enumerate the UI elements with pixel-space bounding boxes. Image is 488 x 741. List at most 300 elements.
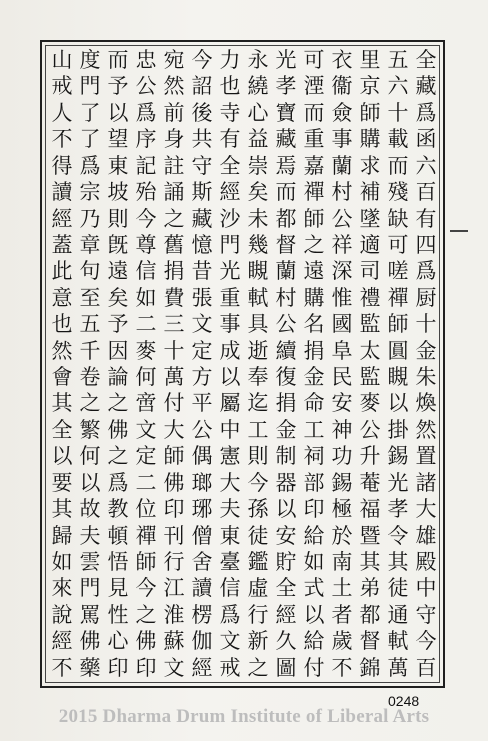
text-char: 京	[359, 74, 381, 99]
text-char: 都	[359, 602, 381, 627]
text-char: 繞	[247, 74, 269, 99]
text-char: 尊	[135, 232, 157, 257]
text-char: 衞	[331, 74, 353, 99]
text-char: 身	[163, 127, 185, 152]
text-char: 今	[135, 576, 157, 601]
text-char: 國	[331, 312, 353, 337]
text-char: 之	[107, 444, 129, 469]
text-char: 其	[51, 391, 73, 416]
text-char: 徒	[247, 523, 269, 548]
text-char: 僉	[331, 100, 353, 125]
text-char: 寶	[275, 100, 297, 125]
text-char: 重	[219, 285, 241, 310]
text-char: 中	[415, 576, 437, 601]
text-char: 淮	[163, 602, 185, 627]
text-char: 嘉	[303, 153, 325, 178]
text-char: 函	[415, 127, 437, 152]
text-char: 萬	[387, 655, 409, 680]
text-char: 阜	[331, 338, 353, 363]
text-char: 惟	[331, 285, 353, 310]
text-char: 夫	[79, 523, 101, 548]
text-char: 墜	[359, 206, 381, 231]
text-char: 都	[275, 206, 297, 231]
text-char: 大	[163, 417, 185, 442]
text-char: 沙	[219, 206, 241, 231]
text-char: 今	[135, 206, 157, 231]
text-char: 二	[135, 312, 157, 337]
text-char: 經	[219, 180, 241, 205]
text-char: 文	[135, 417, 157, 442]
text-char: 之	[107, 391, 129, 416]
text-char: 事	[331, 127, 353, 152]
text-column	[384, 50, 412, 680]
text-char: 也	[219, 74, 241, 99]
text-char: 佛	[107, 417, 129, 442]
text-char: 可	[387, 232, 409, 257]
text-char: 之	[135, 602, 157, 627]
text-char: 不	[51, 127, 73, 152]
text-char: 此	[51, 259, 73, 284]
text-char: 註	[163, 153, 185, 178]
text-char: 湮	[303, 74, 325, 99]
text-char: 偶	[191, 444, 213, 469]
text-char: 圖	[275, 655, 297, 680]
text-char: 如	[135, 285, 157, 310]
text-char: 蓋	[51, 232, 73, 257]
text-char: 心	[247, 100, 269, 125]
text-char: 忠	[135, 48, 157, 72]
text-char: 民	[331, 365, 353, 390]
text-char: 十	[163, 338, 185, 363]
text-char: 名	[303, 312, 325, 337]
text-char: 厨	[415, 285, 437, 310]
text-char: 光	[275, 48, 297, 72]
text-char: 旣	[107, 232, 129, 257]
text-char: 寺	[219, 100, 241, 125]
text-char: 而	[387, 153, 409, 178]
text-char: 付	[303, 655, 325, 680]
text-char: 光	[219, 259, 241, 284]
text-char: 掛	[387, 417, 409, 442]
text-char: 坡	[107, 180, 129, 205]
text-char: 師	[359, 100, 381, 125]
text-char: 器	[275, 470, 297, 495]
text-char: 村	[275, 285, 297, 310]
text-char: 祥	[331, 232, 353, 257]
text-char: 續	[275, 338, 297, 363]
text-char: 太	[359, 338, 381, 363]
text-char: 平	[191, 391, 213, 416]
text-char: 殿	[415, 550, 437, 575]
text-char: 之	[79, 391, 101, 416]
text-char: 成	[219, 338, 241, 363]
text-char: 蘇	[163, 629, 185, 654]
text-char: 弟	[359, 576, 381, 601]
text-char: 祠	[303, 444, 325, 469]
text-char: 安	[275, 523, 297, 548]
text-char: 爲	[415, 100, 437, 125]
text-char: 不	[331, 655, 353, 680]
text-char: 嗟	[387, 259, 409, 284]
text-char: 公	[191, 417, 213, 442]
text-char: 佛	[79, 629, 101, 654]
text-char: 以	[79, 470, 101, 495]
text-char: 得	[51, 153, 73, 178]
text-char: 東	[107, 153, 129, 178]
text-char: 費	[163, 285, 185, 310]
text-char: 捐	[275, 391, 297, 416]
text-char: 雲	[79, 550, 101, 575]
text-char: 督	[275, 232, 297, 257]
text-char: 十	[415, 312, 437, 337]
text-char: 光	[387, 470, 409, 495]
text-char: 奉	[247, 365, 269, 390]
text-char: 雄	[415, 523, 437, 548]
text-char: 信	[219, 576, 241, 601]
text-char: 守	[191, 153, 213, 178]
text-char: 行	[247, 602, 269, 627]
text-char: 門	[79, 576, 101, 601]
text-char: 錫	[387, 444, 409, 469]
text-char: 其	[387, 550, 409, 575]
text-char: 其	[359, 550, 381, 575]
text-char: 事	[219, 312, 241, 337]
text-char: 今	[191, 48, 213, 72]
text-char: 全	[51, 417, 73, 442]
text-char: 刊	[163, 523, 185, 548]
text-char: 五	[79, 312, 101, 337]
text-char: 了	[79, 127, 101, 152]
text-column	[188, 50, 216, 680]
text-char: 全	[415, 48, 437, 72]
text-char: 印	[303, 497, 325, 522]
text-char: 軾	[387, 629, 409, 654]
text-char: 司	[359, 259, 381, 284]
text-char: 煥	[415, 391, 437, 416]
text-char: 予	[107, 312, 129, 337]
text-char: 矣	[107, 285, 129, 310]
text-char: 舍	[191, 550, 213, 575]
text-char: 則	[247, 444, 269, 469]
text-char: 崇	[247, 153, 269, 178]
text-char: 也	[51, 312, 73, 337]
text-char: 千	[79, 338, 101, 363]
text-column	[216, 50, 244, 680]
text-char: 十	[387, 100, 409, 125]
text-char: 安	[331, 391, 353, 416]
text-char: 爲	[219, 602, 241, 627]
footer-watermark: 2015 Dharma Drum Institute of Liberal Arts	[58, 706, 430, 727]
text-char: 付	[163, 391, 185, 416]
text-char: 復	[275, 365, 297, 390]
text-char: 金	[275, 417, 297, 442]
text-char: 夫	[219, 497, 241, 522]
text-char: 以	[219, 365, 241, 390]
text-char: 瞡	[247, 259, 269, 284]
vertical-text-columns	[48, 50, 440, 680]
text-char: 深	[331, 259, 353, 284]
text-char: 如	[51, 550, 73, 575]
text-char: 意	[51, 285, 73, 310]
text-char: 缺	[387, 206, 409, 231]
text-char: 藏	[191, 206, 213, 231]
text-char: 福	[359, 497, 381, 522]
text-char: 誦	[163, 180, 185, 205]
text-char: 因	[107, 338, 129, 363]
text-char: 望	[107, 127, 129, 152]
text-column	[104, 50, 132, 680]
text-char: 中	[219, 417, 241, 442]
text-char: 久	[275, 629, 297, 654]
text-char: 憶	[191, 232, 213, 257]
text-char: 具	[247, 312, 269, 337]
text-char: 經	[275, 602, 297, 627]
text-char: 詔	[191, 74, 213, 99]
text-char: 乃	[79, 206, 101, 231]
text-char: 禪	[303, 180, 325, 205]
text-char: 矣	[247, 180, 269, 205]
text-char: 督	[359, 629, 381, 654]
text-char: 殘	[387, 180, 409, 205]
text-char: 印	[163, 497, 185, 522]
text-char: 說	[51, 602, 73, 627]
text-char: 至	[79, 285, 101, 310]
text-char: 不	[51, 655, 73, 680]
text-char: 臺	[219, 550, 241, 575]
text-char: 南	[331, 550, 353, 575]
text-char: 制	[275, 444, 297, 469]
text-char: 文	[191, 312, 213, 337]
text-char: 補	[359, 180, 381, 205]
text-char: 而	[107, 48, 129, 72]
text-column	[160, 50, 188, 680]
text-char: 守	[415, 602, 437, 627]
text-char: 麥	[135, 338, 157, 363]
text-char: 百	[415, 180, 437, 205]
text-char: 然	[51, 338, 73, 363]
text-column	[132, 50, 160, 680]
text-char: 四	[415, 232, 437, 257]
text-char: 要	[51, 470, 73, 495]
text-char: 楞	[191, 602, 213, 627]
text-char: 逝	[247, 338, 269, 363]
text-char: 卷	[79, 365, 101, 390]
text-column	[356, 50, 384, 680]
text-char: 爲	[135, 100, 157, 125]
text-char: 蘭	[275, 259, 297, 284]
text-char: 孝	[387, 497, 409, 522]
text-char: 繁	[79, 417, 101, 442]
text-char: 監	[359, 312, 381, 337]
text-char: 升	[359, 444, 381, 469]
text-char: 經	[51, 206, 73, 231]
text-char: 瑯	[191, 470, 213, 495]
text-char: 文	[163, 655, 185, 680]
text-char: 永	[247, 48, 269, 72]
text-char: 里	[359, 48, 381, 72]
text-char: 公	[359, 417, 381, 442]
text-char: 宗	[79, 180, 101, 205]
text-column	[76, 50, 104, 680]
text-column	[412, 50, 440, 680]
text-char: 禪	[387, 285, 409, 310]
text-char: 歲	[331, 629, 353, 654]
text-char: 捐	[303, 338, 325, 363]
text-char: 重	[303, 127, 325, 152]
text-char: 於	[331, 523, 353, 548]
text-char: 斯	[191, 180, 213, 205]
text-char: 貯	[275, 550, 297, 575]
text-char: 工	[303, 417, 325, 442]
text-char: 昔	[191, 259, 213, 284]
text-char: 來	[51, 576, 73, 601]
text-char: 虛	[247, 576, 269, 601]
text-char: 行	[163, 550, 185, 575]
text-char: 師	[303, 206, 325, 231]
text-char: 會	[51, 365, 73, 390]
text-char: 師	[387, 312, 409, 337]
text-char: 章	[79, 232, 101, 257]
text-char: 啻	[135, 391, 157, 416]
text-char: 公	[135, 74, 157, 99]
text-column	[328, 50, 356, 680]
text-char: 人	[51, 100, 73, 125]
text-char: 後	[191, 100, 213, 125]
text-char: 二	[135, 470, 157, 495]
text-column	[272, 50, 300, 680]
text-char: 而	[303, 100, 325, 125]
text-char: 六	[387, 74, 409, 99]
text-char: 屬	[219, 391, 241, 416]
text-char: 爲	[415, 259, 437, 284]
text-column	[48, 50, 76, 680]
text-char: 購	[359, 127, 381, 152]
text-char: 公	[275, 312, 297, 337]
text-char: 置	[415, 444, 437, 469]
text-char: 讀	[191, 576, 213, 601]
text-char: 全	[275, 576, 297, 601]
text-char: 有	[415, 206, 437, 231]
text-char: 孝	[275, 74, 297, 99]
text-char: 五	[387, 48, 409, 72]
text-char: 印	[135, 655, 157, 680]
text-char: 萬	[163, 365, 185, 390]
text-char: 麥	[359, 391, 381, 416]
text-char: 予	[107, 74, 129, 99]
text-char: 遠	[107, 259, 129, 284]
text-char: 定	[191, 338, 213, 363]
text-char: 式	[303, 576, 325, 601]
text-char: 文	[219, 629, 241, 654]
text-char: 藏	[415, 74, 437, 99]
text-char: 錫	[331, 470, 353, 495]
text-char: 如	[303, 550, 325, 575]
text-char: 村	[331, 180, 353, 205]
text-char: 通	[387, 602, 409, 627]
text-char: 了	[79, 100, 101, 125]
text-char: 讀	[51, 180, 73, 205]
text-char: 位	[135, 497, 157, 522]
text-char: 藥	[79, 655, 101, 680]
text-char: 前	[163, 100, 185, 125]
text-char: 佛	[135, 629, 157, 654]
text-char: 江	[163, 576, 185, 601]
text-char: 定	[135, 444, 157, 469]
text-char: 給	[303, 523, 325, 548]
margin-mark	[450, 230, 468, 232]
text-char: 暨	[359, 523, 381, 548]
text-char: 張	[191, 285, 213, 310]
text-char: 今	[415, 629, 437, 654]
text-column	[300, 50, 328, 680]
text-char: 今	[247, 470, 269, 495]
text-char: 金	[415, 338, 437, 363]
text-char: 然	[163, 74, 185, 99]
text-char: 信	[135, 259, 157, 284]
text-char: 孫	[247, 497, 269, 522]
text-char: 見	[107, 576, 129, 601]
text-char: 罵	[79, 602, 101, 627]
text-char: 宛	[163, 48, 185, 72]
text-char: 諸	[415, 470, 437, 495]
text-char: 師	[135, 550, 157, 575]
text-char: 佛	[163, 470, 185, 495]
text-char: 論	[107, 365, 129, 390]
text-char: 焉	[275, 153, 297, 178]
text-char: 六	[415, 153, 437, 178]
text-char: 以	[303, 602, 325, 627]
text-char: 句	[79, 259, 101, 284]
text-char: 序	[135, 127, 157, 152]
text-char: 舊	[163, 232, 185, 257]
text-char: 師	[163, 444, 185, 469]
text-column	[244, 50, 272, 680]
text-char: 監	[359, 365, 381, 390]
text-char: 爲	[107, 470, 129, 495]
text-char: 之	[247, 655, 269, 680]
text-char: 悟	[107, 550, 129, 575]
text-char: 三	[163, 312, 185, 337]
text-char: 極	[331, 497, 353, 522]
text-char: 菴	[359, 470, 381, 495]
text-char: 工	[247, 417, 269, 442]
text-char: 大	[415, 497, 437, 522]
text-char: 經	[191, 655, 213, 680]
text-char: 新	[247, 629, 269, 654]
text-char: 何	[135, 365, 157, 390]
text-char: 記	[135, 153, 157, 178]
text-char: 經	[51, 629, 73, 654]
text-char: 迄	[247, 391, 269, 416]
text-char: 大	[219, 470, 241, 495]
text-char: 求	[359, 153, 381, 178]
text-char: 有	[219, 127, 241, 152]
text-char: 百	[415, 655, 437, 680]
text-char: 適	[359, 232, 381, 257]
text-char: 蘭	[331, 153, 353, 178]
text-char: 僧	[191, 523, 213, 548]
text-char: 共	[191, 127, 213, 152]
text-char: 未	[247, 206, 269, 231]
text-char: 教	[107, 497, 129, 522]
text-char: 益	[247, 127, 269, 152]
text-char: 之	[163, 206, 185, 231]
text-char: 以	[387, 391, 409, 416]
text-char: 藏	[275, 127, 297, 152]
text-char: 以	[275, 497, 297, 522]
text-char: 載	[387, 127, 409, 152]
text-char: 部	[303, 470, 325, 495]
